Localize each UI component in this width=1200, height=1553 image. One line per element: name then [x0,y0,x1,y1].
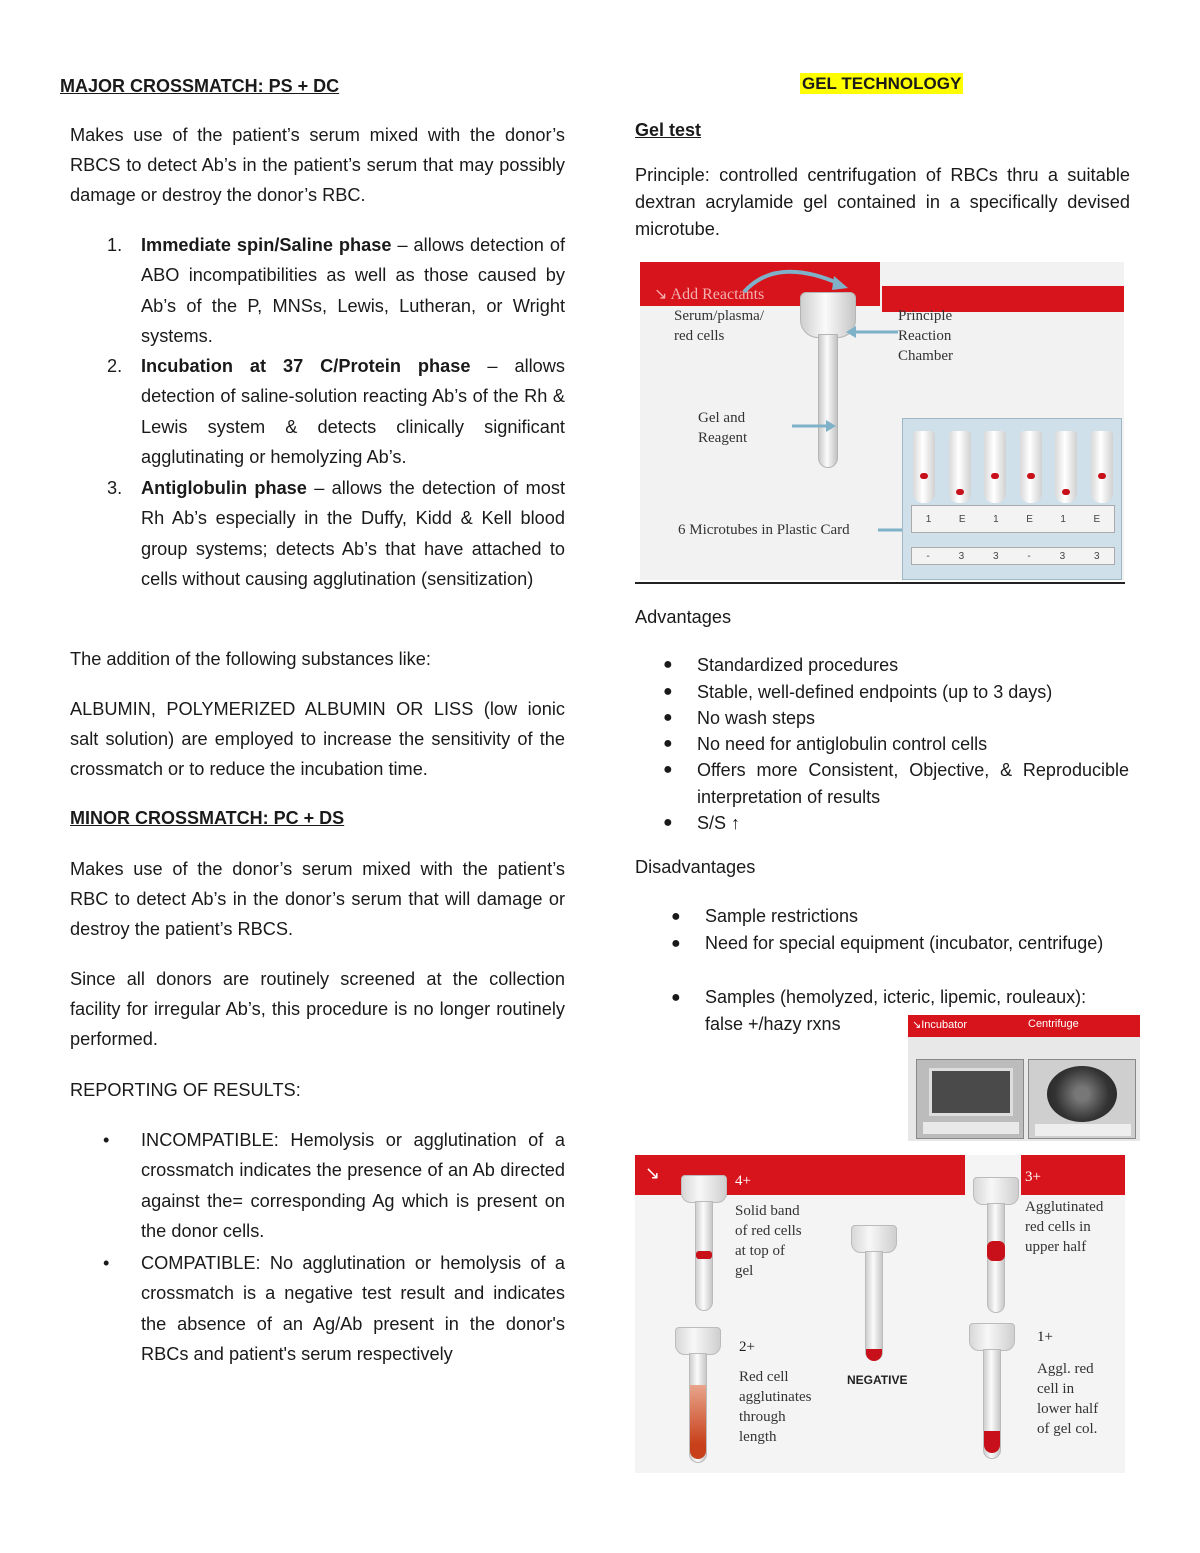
card-bottom-code: 3 [958,550,965,562]
card-tube [1020,431,1042,503]
disadvantage-line: Samples (hemolyzed, icteric, lipemic, rouleaux): false +/hazy rxns [705,987,1087,1034]
blood-drop [956,489,964,495]
advantage-item: ● Offers more Consistent, Objective, & Reproducible interpretation of results [697,757,1129,810]
grade-3plus-title: 3+ [1025,1169,1041,1185]
card-bottom-code: - [1027,550,1031,562]
large-microtube [800,292,856,472]
card-code: E [958,513,966,525]
card-tube [1091,431,1113,503]
bullet-icon: • [103,1130,110,1150]
phase-item [107,230,565,351]
grade-3plus-desc: Agglutinated red cells in upper half [1025,1199,1104,1255]
card-bottom-code: - [926,550,930,562]
plastic-card-photo [902,418,1122,580]
gel-reagent-label: Gel and Reagent [698,410,748,446]
advantage-item: ● No need for antiglobulin control cells [697,731,1129,758]
red-cell-lower [984,1431,1000,1453]
bullet-icon: ● [663,735,673,752]
tube-cup [851,1225,897,1253]
microtubes-label: 6 Microtubes in Plastic Card [678,522,850,538]
blood-drop [991,473,999,479]
bullet-icon: ● [663,709,673,726]
minor-crossmatch-title: MINOR CROSSMATCH: PC + DS [70,808,345,828]
card-tube [913,431,935,503]
phase-description: – allows detection of ABO incompatibilities as well as those caused by Ab’s of the P, MNSs, Lewis, Lutheran, or Wright systems. [141,235,565,346]
tube-cup [675,1327,721,1355]
addition-line: The addition of the following substances like: [70,649,431,669]
incubator-panel [923,1122,1019,1134]
card-tube [984,431,1006,503]
major-crossmatch-title: MAJOR CROSSMATCH: PS + DC [60,76,340,96]
card-code: 1 [993,513,999,525]
gel-technology-title [800,74,963,94]
card-tube [1055,431,1077,503]
bullet-icon: ● [663,656,673,673]
result-item [103,1248,565,1369]
card-bottom-code: 3 [1059,550,1066,562]
card-label-strip [911,505,1115,533]
incubator-photo [916,1059,1024,1139]
result-text: INCOMPATIBLE: Hemolysis or agglutination of a crossmatch indicates the presence of an Ab directed against the= corresponding Ag which is present on the donor cells. [141,1130,565,1241]
grade-4plus-desc: Solid band of red cells at top of gel [735,1203,802,1279]
centrifuge-rotor [1047,1066,1117,1122]
blood-drop [1027,473,1035,479]
phase-number: 1. [107,235,123,255]
minor-crossmatch-intro: Makes use of the donor’s serum mixed with the patient’s RBC to detect Ab’s in the donor’s serum that will damage or destroy the patient’s RBCS. [70,859,565,939]
advantage-item: ● Stable, well-defined endpoints (up to 3 days) [697,679,1129,706]
bullet-icon: • [103,1253,110,1273]
disadvantages-title: Disadvantages [635,857,756,877]
tube-cup [681,1175,727,1203]
bullet-icon: ● [663,683,673,700]
phase-description: – allows detection of saline-solution reacting Ab’s of the Rh & Lewis system & detects clinically significant agglutinating or hemolyzing Ab’s. [141,356,566,467]
phase-item [107,351,566,472]
tube-cup [973,1177,1019,1205]
bullet-icon: ● [671,908,681,925]
reporting-title: REPORTING OF RESULTS: [70,1080,301,1100]
pointer-arrow-icon [790,418,838,434]
centrifuge-panel [1035,1124,1131,1136]
bullet-icon: ● [663,761,673,778]
phase-name: Immediate spin/Saline phase [141,235,392,255]
centrifuge-photo [1028,1059,1136,1139]
incubator-label: ↘Incubator [912,1019,968,1031]
blood-drop [1062,489,1070,495]
grade-2plus-title: 2+ [739,1339,755,1355]
bullet-icon: ● [663,814,673,831]
advantages-title: Advantages [635,607,732,627]
phase-number: 2. [107,356,123,376]
add-reactants-label: ↘ Add Reactants [654,286,765,303]
grade-4plus-title: 4+ [735,1173,751,1189]
tube-stem [865,1251,883,1361]
blood-drop [1098,473,1106,479]
pointer-arrow-icon [844,324,900,340]
microtube-stem [818,334,838,468]
grade-1plus-title: 1+ [1037,1329,1053,1345]
phase-name: Antiglobulin phase [141,478,307,498]
advantage-item: ● No wash steps [697,705,1129,732]
grade-2plus-desc: Red cell agglutinates through length [739,1369,812,1445]
card-code: E [1026,513,1033,525]
phase-description: – allows the detection of most Rh Ab’s especially in the Duffy, Kidd & Kell blood group systems; detects Ab’s that have attached to cells without causing agglutination (sensitization) [141,478,565,589]
reaction-chamber-label: Principle Reaction Chamber [898,308,953,364]
serum-label: Serum/plasma/ red cells [674,308,764,344]
centrifuge-label: Centrifuge [1028,1018,1079,1030]
card-tube [949,431,971,503]
red-cell-band [696,1251,712,1259]
negative-label: NEGATIVE [847,1373,908,1387]
advantage-item: ● Standardized procedures [697,652,1129,679]
disadvantage-item: ● Need for special equipment (incubator, centrifuge) [705,930,1129,957]
principle-paragraph: Principle: controlled centrifugation of RBCs thru a suitable dextran acrylamide gel contained in a specifically devised microtube. [635,165,1130,239]
card-bottom-code: 3 [1094,550,1100,562]
card-bottom-strip [911,547,1115,565]
figure-divider [635,582,1125,584]
phase-item [107,473,565,594]
card-bottom-code: 3 [993,550,999,562]
grade-1plus-desc: Aggl. red cell in lower half of gel col. [1037,1361,1099,1437]
section-title-highlight: GEL TECHNOLOGY [802,74,962,93]
card-code: E [1093,513,1101,525]
card-code: 1 [925,513,932,525]
arrow-icon: ↘ [645,1163,661,1183]
result-item [103,1125,565,1246]
red-cell-pellet [866,1349,882,1361]
disadvantage-item: ● Sample restrictions [705,903,1129,930]
tube-cup [969,1323,1015,1351]
gel-test-title: Gel test [635,120,702,140]
advantage-item: ● S/S ↑ [697,810,1129,837]
bullet-icon: ● [671,989,681,1006]
phase-name: Incubation at 37 C/Protein phase [141,356,471,376]
card-tubes-row [913,431,1113,503]
equipment-figure [908,1015,1140,1141]
blood-drop [920,473,928,479]
red-cell-throughout [690,1385,706,1459]
major-crossmatch-intro: Makes use of the patient’s serum mixed with the donor’s RBCS to detect Ab’s in the patient’s serum that may possibly damage or destroy the donor’s RBC. [70,125,565,205]
albumin-paragraph: ALBUMIN, POLYMERIZED ALBUMIN OR LISS (low ionic salt solution) are employed to increase the sensitivity of the crossmatch or to reduce the incubation time. [70,699,565,779]
red-cell-upper [987,1241,1005,1261]
curved-arrow-icon [736,262,856,294]
result-text: COMPATIBLE: No agglutination or hemolysis of a crossmatch is a negative test result and indicates the absence of an Ag/Ab present in the donor's RBCs and patient's serum respectively [141,1253,565,1364]
bullet-icon: ● [671,935,681,952]
phase-number: 3. [107,478,123,498]
incubator-window [929,1068,1013,1116]
card-code: 1 [1060,513,1066,525]
reaction-grading-figure [635,1155,1125,1473]
screening-paragraph: Since all donors are routinely screened at the collection facility for irregular Ab’s, this procedure is no longer routinely performed. [70,969,565,1049]
gel-card-figure [640,262,1124,580]
